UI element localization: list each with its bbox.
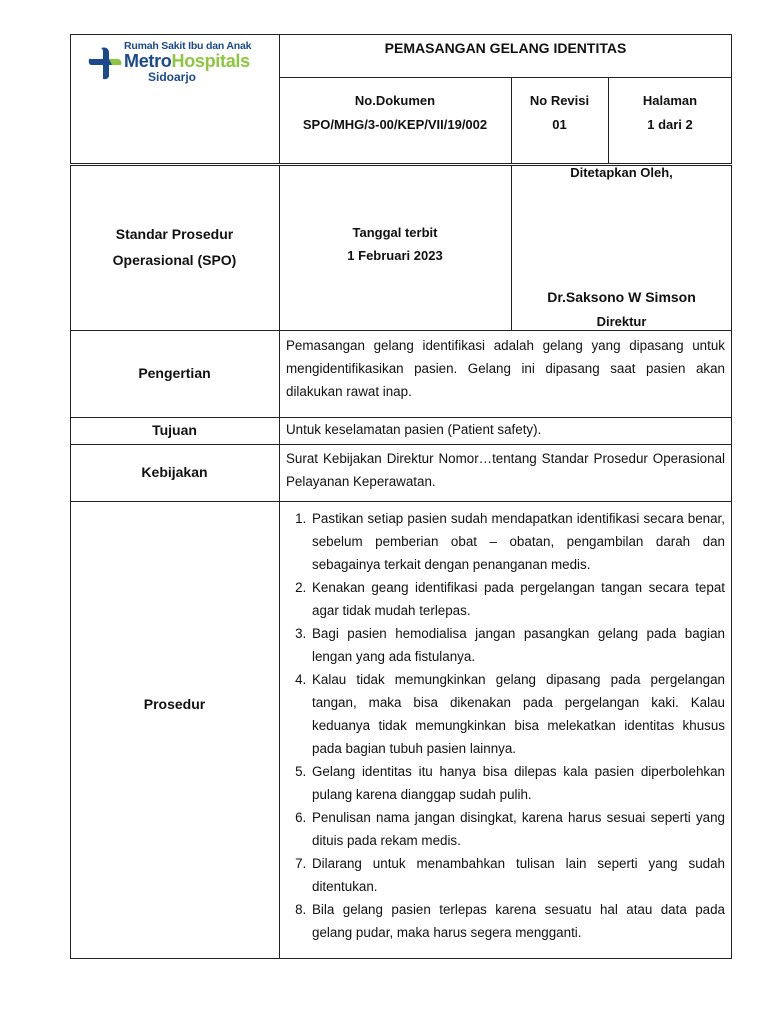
spo-type-line2: Operasional (SPO)	[112, 252, 237, 268]
page-value: 1 dari 2	[647, 117, 693, 132]
text-tujuan: Untuk keselamatan pasien (Patient safety).	[286, 422, 542, 437]
logo-brand-metro: Metro	[124, 51, 172, 71]
issue-date	[279, 221, 511, 267]
procedure-step: 1. Pastikan setiap pasien sudah mendapatkan identifikasi secara benar, sebelum pemberian obat – obatan, pengambilan darah dan sebagainya terkait dengan penanganan medis.	[310, 507, 725, 576]
procedure-step: 3. Bagi pasien hemodialisa jangan pasangkan gelang pada bagian lengan yang ada fistulanya.	[310, 622, 725, 668]
procedure-step: 5. Gelang identitas itu hanya bisa dilepas kala pasien diperbolehkan pulang karena dianggap sudah pulih.	[310, 760, 725, 806]
procedure-step: 6. Penulisan nama jangan disingkat, karena harus sesuai seperti yang dituis pada rekam medis.	[310, 806, 725, 852]
issue-date-label: Tanggal terbit	[352, 225, 438, 240]
cross-logo-icon	[88, 46, 122, 80]
logo-brand-hospitals: Hospitals	[171, 51, 250, 71]
set-by-label: Ditetapkan Oleh,	[570, 165, 673, 180]
procedure-step: 2. Kenakan geang identifikasi pada pergelangan tangan secara tepat agar tidak mudah terlepas.	[310, 576, 725, 622]
logo-brand	[124, 51, 250, 72]
label-prosedur: Prosedur	[143, 696, 206, 712]
label-tujuan: Tujuan	[152, 422, 197, 438]
main-divider-sign	[511, 165, 512, 330]
procedure-step: 4. Kalau tidak memungkinkan gelang dipasang pada pergelangan tangan, maka bisa dikenakan pada pergelangan kaki. Kalau keduanya tidak memungkinkan bisa melekatkan identitas khusus pada bagian tubuh pasien lainnya.	[310, 668, 725, 760]
row-divider-3	[70, 444, 732, 445]
page-label: Halaman	[642, 93, 698, 108]
label-kebijakan: Kebijakan	[141, 464, 208, 480]
procedure-list	[286, 507, 725, 944]
procedure-step: 7. Dilarang untuk menambahkan tulisan lain seperti yang sudah ditentukan.	[310, 852, 725, 898]
spo-type-line1: Standar Prosedur	[115, 226, 234, 242]
revision-value: 01	[552, 117, 567, 132]
text-pengertian: Pemasangan gelang identifikasi adalah gelang yang dipasang untuk mengidentifikasikan pasien. Gelang ini dipasang saat pasien akan dilakukan rawat inap.	[286, 338, 725, 399]
header-divider-title	[279, 77, 732, 78]
text-kebijakan: Surat Kebijakan Direktur Nomor…tentang Standar Prosedur Operasional Pelayanan Keperawatan.	[286, 451, 725, 489]
procedure-step: 8. Bila gelang pasien terlepas karena sesuatu hal atau data pada gelang pudar, maka harus segera mengganti.	[310, 898, 725, 944]
issue-date-value: 1 Februari 2023	[347, 248, 443, 263]
logo-line1: Rumah Sakit Ibu dan Anak	[124, 40, 252, 52]
spo-type	[70, 221, 279, 273]
signer-title: Direktur	[596, 314, 647, 329]
doc-number-label: No.Dokumen	[354, 93, 436, 108]
hospital-logo	[88, 40, 273, 84]
row-divider-4	[70, 501, 732, 502]
logo-city: Sidoarjo	[148, 70, 197, 84]
signer-name: Dr.Saksono W Simson	[547, 289, 696, 305]
label-pengertian: Pengertian	[138, 365, 211, 381]
main-divider-left	[279, 165, 280, 959]
revision-label: No Revisi	[529, 93, 590, 108]
page-title: PEMASANGAN GELANG IDENTITAS	[384, 40, 627, 56]
doc-number-value: SPO/MHG/3-00/KEP/VII/19/002	[302, 117, 488, 132]
row-divider-1	[70, 330, 732, 331]
